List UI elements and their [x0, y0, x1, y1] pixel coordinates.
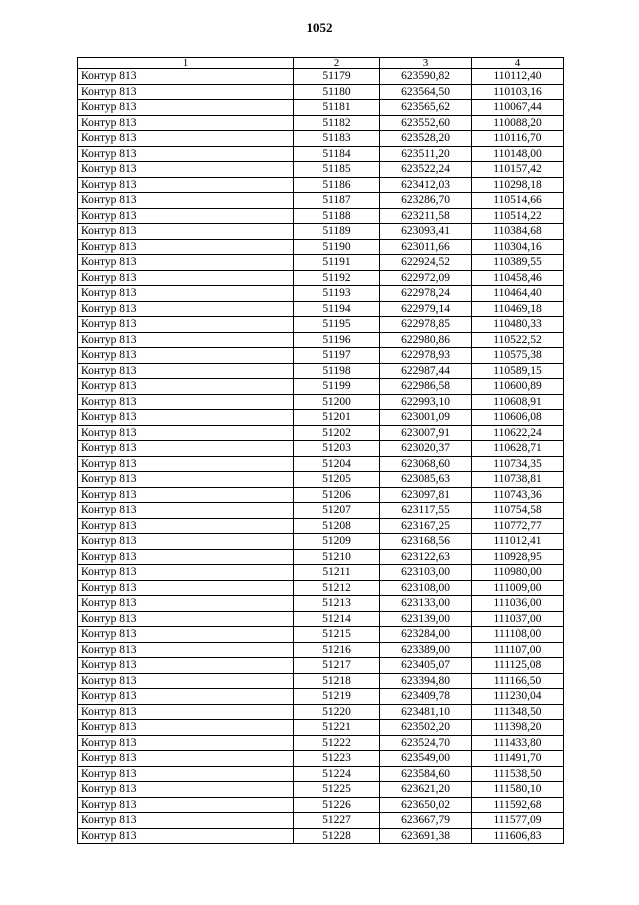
- column-header-4: 4: [472, 58, 564, 69]
- point-number-cell: 51200: [294, 394, 380, 410]
- page-number: 1052: [306, 20, 333, 35]
- contour-name-cell: Контур 813: [78, 332, 294, 348]
- table-row: [78, 797, 564, 813]
- coordinate-y-cell: 111108,00: [472, 627, 564, 643]
- coordinate-y-cell: 111433,80: [472, 735, 564, 751]
- point-number-cell: 51224: [294, 766, 380, 782]
- coordinate-x-cell: 622986,58: [380, 379, 472, 395]
- coordinate-y-cell: 110980,00: [472, 565, 564, 581]
- point-number-cell: 51216: [294, 642, 380, 658]
- contour-name-cell: Контур 813: [78, 456, 294, 472]
- coordinate-y-cell: 110928,95: [472, 549, 564, 565]
- point-number-cell: 51187: [294, 193, 380, 209]
- contour-name-cell: Контур 813: [78, 565, 294, 581]
- point-number-cell: 51189: [294, 224, 380, 240]
- table-row: [78, 193, 564, 209]
- contour-name-cell: Контур 813: [78, 782, 294, 798]
- table-row: [78, 363, 564, 379]
- table-row: [78, 658, 564, 674]
- point-number-cell: 51183: [294, 131, 380, 147]
- coordinate-y-cell: 110116,70: [472, 131, 564, 147]
- coordinate-x-cell: 623564,50: [380, 84, 472, 100]
- point-number-cell: 51213: [294, 596, 380, 612]
- point-number-cell: 51225: [294, 782, 380, 798]
- point-number-cell: 51227: [294, 813, 380, 829]
- contour-name-cell: Контур 813: [78, 487, 294, 503]
- contour-name-cell: Контур 813: [78, 813, 294, 829]
- coordinates-table: [77, 57, 564, 844]
- coordinate-y-cell: 111012,41: [472, 534, 564, 550]
- coordinate-x-cell: 623405,07: [380, 658, 472, 674]
- coordinate-y-cell: 110157,42: [472, 162, 564, 178]
- coordinate-x-cell: 623528,20: [380, 131, 472, 147]
- table-row: [78, 348, 564, 364]
- coordinate-x-cell: 623565,62: [380, 100, 472, 116]
- contour-name-cell: Контур 813: [78, 208, 294, 224]
- contour-name-cell: Контур 813: [78, 658, 294, 674]
- table-row: [78, 487, 564, 503]
- coordinate-y-cell: 111166,50: [472, 673, 564, 689]
- table-row: [78, 534, 564, 550]
- coordinate-y-cell: 111348,50: [472, 704, 564, 720]
- table-row: [78, 394, 564, 410]
- point-number-cell: 51222: [294, 735, 380, 751]
- point-number-cell: 51206: [294, 487, 380, 503]
- contour-name-cell: Контур 813: [78, 704, 294, 720]
- table-row: [78, 317, 564, 333]
- coordinate-y-cell: 110734,35: [472, 456, 564, 472]
- point-number-cell: 51194: [294, 301, 380, 317]
- contour-name-cell: Контур 813: [78, 441, 294, 457]
- contour-name-cell: Контур 813: [78, 115, 294, 131]
- table-row: [78, 704, 564, 720]
- coordinate-x-cell: 623117,55: [380, 503, 472, 519]
- point-number-cell: 51226: [294, 797, 380, 813]
- coordinate-x-cell: 623524,70: [380, 735, 472, 751]
- table-row: [78, 270, 564, 286]
- contour-name-cell: Контур 813: [78, 627, 294, 643]
- point-number-cell: 51190: [294, 239, 380, 255]
- coordinate-y-cell: 110575,38: [472, 348, 564, 364]
- table-row: [78, 332, 564, 348]
- column-header-3: 3: [380, 58, 472, 69]
- contour-name-cell: Контур 813: [78, 84, 294, 100]
- coordinate-x-cell: 623511,20: [380, 146, 472, 162]
- point-number-cell: 51192: [294, 270, 380, 286]
- coordinate-y-cell: 110522,52: [472, 332, 564, 348]
- coordinate-y-cell: 110600,89: [472, 379, 564, 395]
- table-row: [78, 255, 564, 271]
- table-row: [78, 456, 564, 472]
- point-number-cell: 51202: [294, 425, 380, 441]
- contour-name-cell: Контур 813: [78, 518, 294, 534]
- coordinate-y-cell: 111606,83: [472, 828, 564, 844]
- point-number-cell: 51207: [294, 503, 380, 519]
- table-row: [78, 224, 564, 240]
- table-row: [78, 472, 564, 488]
- table-row: [78, 503, 564, 519]
- coordinate-x-cell: 622978,85: [380, 317, 472, 333]
- coordinate-x-cell: 622978,24: [380, 286, 472, 302]
- coordinate-x-cell: 622980,86: [380, 332, 472, 348]
- point-number-cell: 51203: [294, 441, 380, 457]
- contour-name-cell: Контур 813: [78, 317, 294, 333]
- table-row: [78, 549, 564, 565]
- coordinate-y-cell: 111037,00: [472, 611, 564, 627]
- coordinate-y-cell: 110469,18: [472, 301, 564, 317]
- table-row: [78, 301, 564, 317]
- contour-name-cell: Контур 813: [78, 720, 294, 736]
- coordinate-y-cell: 110112,40: [472, 69, 564, 85]
- coordinate-x-cell: 623122,63: [380, 549, 472, 565]
- coordinate-y-cell: 110738,81: [472, 472, 564, 488]
- contour-name-cell: Контур 813: [78, 828, 294, 844]
- table-row: [78, 84, 564, 100]
- coordinate-y-cell: 110754,58: [472, 503, 564, 519]
- coordinate-x-cell: 623103,00: [380, 565, 472, 581]
- contour-name-cell: Контур 813: [78, 596, 294, 612]
- table-row: [78, 518, 564, 534]
- coordinate-x-cell: 623552,60: [380, 115, 472, 131]
- coordinate-x-cell: 623068,60: [380, 456, 472, 472]
- coordinate-x-cell: 622979,14: [380, 301, 472, 317]
- point-number-cell: 51205: [294, 472, 380, 488]
- coordinate-x-cell: 623139,00: [380, 611, 472, 627]
- coordinate-x-cell: 623133,00: [380, 596, 472, 612]
- coordinate-x-cell: 623007,91: [380, 425, 472, 441]
- coordinate-y-cell: 110103,16: [472, 84, 564, 100]
- table-row: [78, 735, 564, 751]
- contour-name-cell: Контур 813: [78, 162, 294, 178]
- coordinate-y-cell: 111580,10: [472, 782, 564, 798]
- table-row: [78, 379, 564, 395]
- table-row: [78, 239, 564, 255]
- coordinate-x-cell: 623168,56: [380, 534, 472, 550]
- coordinate-y-cell: 110608,91: [472, 394, 564, 410]
- column-header-1: 1: [78, 58, 294, 69]
- contour-name-cell: Контур 813: [78, 177, 294, 193]
- coordinate-y-cell: 111036,00: [472, 596, 564, 612]
- coordinate-y-cell: 111125,08: [472, 658, 564, 674]
- point-number-cell: 51214: [294, 611, 380, 627]
- coordinate-y-cell: 110298,18: [472, 177, 564, 193]
- table-row: [78, 69, 564, 85]
- coordinate-x-cell: 623394,80: [380, 673, 472, 689]
- table-row: [78, 441, 564, 457]
- contour-name-cell: Контур 813: [78, 270, 294, 286]
- contour-name-cell: Контур 813: [78, 534, 294, 550]
- coordinate-y-cell: 110480,33: [472, 317, 564, 333]
- contour-name-cell: Контур 813: [78, 673, 294, 689]
- coordinate-y-cell: 110464,40: [472, 286, 564, 302]
- point-number-cell: 51195: [294, 317, 380, 333]
- coordinate-y-cell: 111230,04: [472, 689, 564, 705]
- contour-name-cell: Контур 813: [78, 580, 294, 596]
- contour-name-cell: Контур 813: [78, 379, 294, 395]
- coordinate-y-cell: 110514,22: [472, 208, 564, 224]
- coordinate-y-cell: 110606,08: [472, 410, 564, 426]
- contour-name-cell: Контур 813: [78, 363, 294, 379]
- table-row: [78, 565, 564, 581]
- point-number-cell: 51179: [294, 69, 380, 85]
- contour-name-cell: Контур 813: [78, 797, 294, 813]
- coordinate-x-cell: 623389,00: [380, 642, 472, 658]
- table-row: [78, 425, 564, 441]
- table-row: [78, 642, 564, 658]
- coordinate-y-cell: 111398,20: [472, 720, 564, 736]
- coordinate-y-cell: 110622,24: [472, 425, 564, 441]
- table-row: [78, 751, 564, 767]
- coordinate-x-cell: 622972,09: [380, 270, 472, 286]
- table-body: [78, 69, 564, 844]
- coordinate-y-cell: 110743,36: [472, 487, 564, 503]
- table-row: [78, 146, 564, 162]
- coordinate-x-cell: 623412,03: [380, 177, 472, 193]
- table-row: [78, 596, 564, 612]
- coordinate-y-cell: 110772,77: [472, 518, 564, 534]
- contour-name-cell: Контур 813: [78, 735, 294, 751]
- table-row: [78, 100, 564, 116]
- coordinate-x-cell: 623020,37: [380, 441, 472, 457]
- coordinate-y-cell: 111538,50: [472, 766, 564, 782]
- contour-name-cell: Контур 813: [78, 239, 294, 255]
- coordinate-y-cell: 110304,16: [472, 239, 564, 255]
- point-number-cell: 51221: [294, 720, 380, 736]
- contour-name-cell: Контур 813: [78, 689, 294, 705]
- coordinate-y-cell: 110389,55: [472, 255, 564, 271]
- coordinate-x-cell: 623667,79: [380, 813, 472, 829]
- table-row: [78, 115, 564, 131]
- contour-name-cell: Контур 813: [78, 348, 294, 364]
- coordinate-y-cell: 110589,15: [472, 363, 564, 379]
- coordinate-x-cell: 623502,20: [380, 720, 472, 736]
- coordinate-y-cell: 110628,71: [472, 441, 564, 457]
- coordinate-y-cell: 111577,09: [472, 813, 564, 829]
- table-row: [78, 673, 564, 689]
- coordinate-x-cell: 623211,58: [380, 208, 472, 224]
- contour-name-cell: Контур 813: [78, 394, 294, 410]
- coordinate-x-cell: 623650,02: [380, 797, 472, 813]
- table-row: [78, 286, 564, 302]
- point-number-cell: 51208: [294, 518, 380, 534]
- table-row: [78, 162, 564, 178]
- contour-name-cell: Контур 813: [78, 193, 294, 209]
- point-number-cell: 51180: [294, 84, 380, 100]
- table-row: [78, 580, 564, 596]
- coordinate-y-cell: 111009,00: [472, 580, 564, 596]
- table-row: [78, 410, 564, 426]
- table-row: [78, 828, 564, 844]
- contour-name-cell: Контур 813: [78, 301, 294, 317]
- coordinate-x-cell: 622924,52: [380, 255, 472, 271]
- coordinate-y-cell: 111491,70: [472, 751, 564, 767]
- coordinate-x-cell: 623584,60: [380, 766, 472, 782]
- point-number-cell: 51218: [294, 673, 380, 689]
- coordinate-x-cell: 622987,44: [380, 363, 472, 379]
- point-number-cell: 51188: [294, 208, 380, 224]
- coordinate-x-cell: 622978,93: [380, 348, 472, 364]
- contour-name-cell: Контур 813: [78, 751, 294, 767]
- contour-name-cell: Контур 813: [78, 69, 294, 85]
- point-number-cell: 51212: [294, 580, 380, 596]
- point-number-cell: 51184: [294, 146, 380, 162]
- coordinate-y-cell: 110148,00: [472, 146, 564, 162]
- coordinate-x-cell: 623167,25: [380, 518, 472, 534]
- contour-name-cell: Контур 813: [78, 146, 294, 162]
- point-number-cell: 51199: [294, 379, 380, 395]
- coordinate-x-cell: 623001,09: [380, 410, 472, 426]
- table-row: [78, 627, 564, 643]
- coordinate-y-cell: 110384,68: [472, 224, 564, 240]
- point-number-cell: 51217: [294, 658, 380, 674]
- column-header-2: 2: [294, 58, 380, 69]
- point-number-cell: 51220: [294, 704, 380, 720]
- point-number-cell: 51215: [294, 627, 380, 643]
- point-number-cell: 51210: [294, 549, 380, 565]
- table-row: [78, 766, 564, 782]
- coordinate-x-cell: 623286,70: [380, 193, 472, 209]
- contour-name-cell: Контур 813: [78, 100, 294, 116]
- coordinate-x-cell: 623085,63: [380, 472, 472, 488]
- contour-name-cell: Контур 813: [78, 255, 294, 271]
- coordinate-x-cell: 622993,10: [380, 394, 472, 410]
- point-number-cell: 51185: [294, 162, 380, 178]
- contour-name-cell: Контур 813: [78, 224, 294, 240]
- coordinate-y-cell: 110514,66: [472, 193, 564, 209]
- point-number-cell: 51193: [294, 286, 380, 302]
- coordinate-y-cell: 110088,20: [472, 115, 564, 131]
- point-number-cell: 51198: [294, 363, 380, 379]
- table-header: [78, 58, 564, 69]
- table-row: [78, 782, 564, 798]
- point-number-cell: 51219: [294, 689, 380, 705]
- point-number-cell: 51181: [294, 100, 380, 116]
- coordinate-x-cell: 623097,81: [380, 487, 472, 503]
- header-row: [78, 58, 564, 69]
- point-number-cell: 51209: [294, 534, 380, 550]
- contour-name-cell: Контур 813: [78, 410, 294, 426]
- contour-name-cell: Контур 813: [78, 611, 294, 627]
- table-row: [78, 813, 564, 829]
- point-number-cell: 51196: [294, 332, 380, 348]
- contour-name-cell: Контур 813: [78, 131, 294, 147]
- coordinate-x-cell: 623284,00: [380, 627, 472, 643]
- coordinate-x-cell: 623590,82: [380, 69, 472, 85]
- coordinate-x-cell: 623549,00: [380, 751, 472, 767]
- point-number-cell: 51186: [294, 177, 380, 193]
- coordinate-x-cell: 623691,38: [380, 828, 472, 844]
- coordinate-x-cell: 623093,41: [380, 224, 472, 240]
- coordinate-x-cell: 623621,20: [380, 782, 472, 798]
- point-number-cell: 51201: [294, 410, 380, 426]
- table-row: [78, 177, 564, 193]
- point-number-cell: 51197: [294, 348, 380, 364]
- table-row: [78, 208, 564, 224]
- contour-name-cell: Контур 813: [78, 286, 294, 302]
- table-row: [78, 131, 564, 147]
- contour-name-cell: Контур 813: [78, 425, 294, 441]
- table-row: [78, 689, 564, 705]
- coordinate-y-cell: 111592,68: [472, 797, 564, 813]
- point-number-cell: 51191: [294, 255, 380, 271]
- coordinate-x-cell: 623522,24: [380, 162, 472, 178]
- coordinate-y-cell: 110067,44: [472, 100, 564, 116]
- table-row: [78, 611, 564, 627]
- contour-name-cell: Контур 813: [78, 766, 294, 782]
- contour-name-cell: Контур 813: [78, 472, 294, 488]
- coordinate-y-cell: 111107,00: [472, 642, 564, 658]
- coordinate-y-cell: 110458,46: [472, 270, 564, 286]
- point-number-cell: 51228: [294, 828, 380, 844]
- point-number-cell: 51204: [294, 456, 380, 472]
- point-number-cell: 51182: [294, 115, 380, 131]
- coordinate-x-cell: 623481,10: [380, 704, 472, 720]
- point-number-cell: 51223: [294, 751, 380, 767]
- contour-name-cell: Контур 813: [78, 642, 294, 658]
- coordinate-x-cell: 623108,00: [380, 580, 472, 596]
- contour-name-cell: Контур 813: [78, 503, 294, 519]
- contour-name-cell: Контур 813: [78, 549, 294, 565]
- point-number-cell: 51211: [294, 565, 380, 581]
- coordinate-x-cell: 623011,66: [380, 239, 472, 255]
- coordinate-x-cell: 623409,78: [380, 689, 472, 705]
- table-row: [78, 720, 564, 736]
